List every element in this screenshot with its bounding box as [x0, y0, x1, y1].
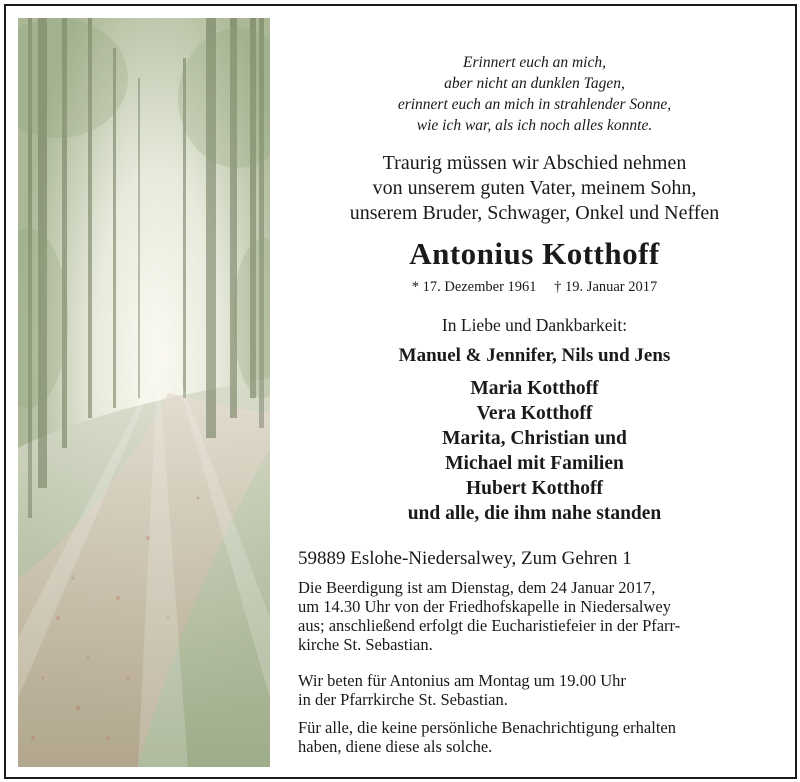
poem-line: Erinnert euch an mich,	[463, 54, 606, 71]
funeral-details	[298, 578, 778, 654]
funeral-line: aus; anschließend erfolgt die Eucharistiefeier in der Pfarr-	[298, 616, 681, 635]
intro-line: Traurig müssen wir Abschied nehmen	[382, 152, 687, 174]
birth-date: * 17. Dezember 1961	[411, 279, 537, 295]
obituary-frame	[4, 4, 797, 779]
notice-line: haben, diene diese als solche.	[298, 737, 493, 756]
poem-line: wie ich war, als ich noch alles konnte.	[416, 117, 653, 134]
family-member: Vera Kotthoff	[476, 403, 593, 424]
family-address: 59889 Eslohe-Niedersalwey, Zum Gehren 1	[298, 548, 632, 569]
forest-path-photo	[18, 18, 270, 767]
funeral-line: um 14.30 Uhr von der Friedhofskapelle in Niedersalwey	[298, 597, 671, 616]
family-member: Michael mit Familien	[445, 453, 624, 474]
family-members	[284, 376, 785, 526]
children-names: Manuel & Jennifer, Nils und Jens	[398, 345, 671, 366]
family-member: Maria Kotthoff	[470, 378, 599, 399]
obituary-text	[284, 6, 785, 777]
notice-text	[298, 718, 778, 756]
prayer-line: in der Pfarrkirche St. Sebastian.	[298, 690, 508, 709]
intro-line: unserem Bruder, Schwager, Onkel und Neffen	[349, 202, 720, 224]
poem-line: aber nicht an dunklen Tagen,	[444, 75, 625, 92]
death-date: † 19. Januar 2017	[554, 279, 658, 295]
prayer-line: Wir beten für Antonius am Montag um 19.00 Uhr	[298, 671, 626, 690]
family-member: Hubert Kotthoff	[465, 478, 604, 499]
funeral-line: Die Beerdigung ist am Dienstag, dem 24 Januar 2017,	[298, 578, 656, 597]
life-dates	[284, 277, 785, 297]
prayer-details	[298, 671, 778, 709]
deceased-name: Antonius Kotthoff	[409, 236, 660, 271]
farewell-intro	[284, 151, 785, 226]
thanks-line: In Liebe und Dankbarkeit:	[441, 315, 628, 335]
memorial-poem	[284, 52, 785, 136]
funeral-line: kirche St. Sebastian.	[298, 635, 433, 654]
intro-line: von unserem guten Vater, meinem Sohn,	[372, 177, 697, 199]
notice-line: Für alle, die keine persönliche Benachrichtigung erhalten	[298, 718, 676, 737]
family-member: und alle, die ihm nahe standen	[407, 503, 662, 524]
family-member: Marita, Christian und	[442, 428, 627, 449]
poem-line: erinnert euch an mich in strahlender Sonne,	[397, 96, 672, 113]
